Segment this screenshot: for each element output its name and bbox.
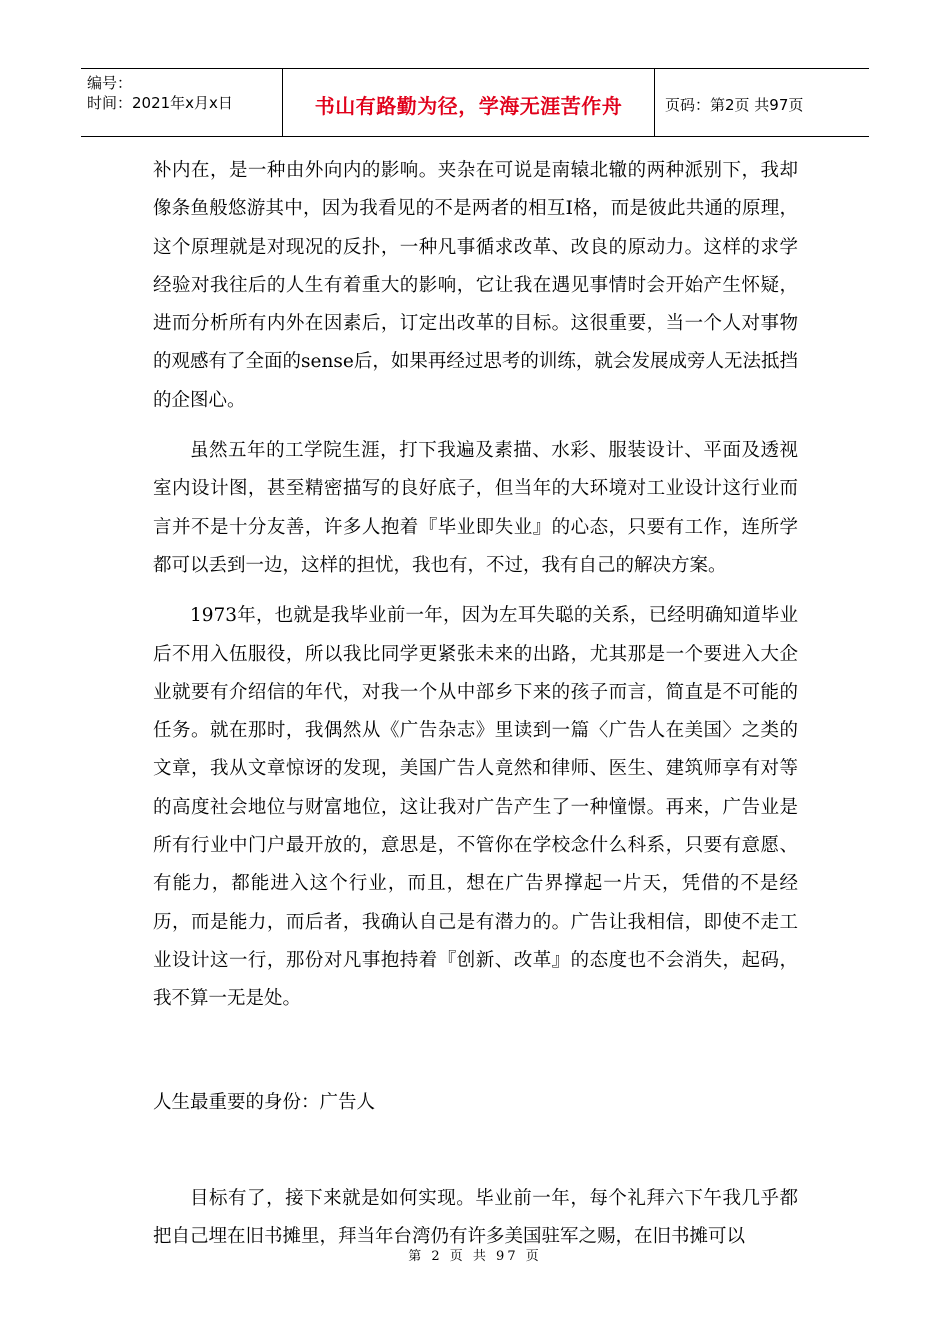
header-page-info-cell <box>655 69 869 136</box>
document-date: 时间：2021年x月x日 <box>87 94 233 112</box>
document-number-label: 编号： <box>87 74 133 92</box>
paragraph-1: 补内在，是一种由外向内的影响。夹杂在可说是南辕北辙的两种派别下，我却像条鱼般悠游其中，因为我看见的不是两者的相互I格，而是彼此共通的原理，这个原理就是对现况的反扑，一种凡事循求改革、改良的原动力。这样的求学经验对我往后的人生有着重大的影响，它让我在遇见事情时会开始产生怀疑，进而分析所有内外在因素后，订定出改革的目标。这很重要，当一个人对事物的观感有了全面的sense后，如果再经过思考的训练，就会发展成旁人无法抵挡的企图心。 <box>153 160 798 411</box>
page-footer: 第 2 页 共 97 页 <box>408 1249 542 1264</box>
document-body <box>153 152 798 1256</box>
header-meta <box>81 69 283 136</box>
header-motto-cell <box>283 69 655 136</box>
paragraph-3: 1973年，也就是我毕业前一年，因为左耳失聪的关系，已经明确知道毕业后不用入伍服役，所以我比同学更紧张未来的出路，尤其那是一个要进入大企业就要有介绍信的年代，对我一个从中部乡下来的孩子而言，简直是不可能的任务。就在那时，我偶然从《广告杂志》里读到一篇〈广告人在美国〉之类的文章，我从文章惊讶的发现，美国广告人竟然和律师、医生、建筑师享有对等的高度社会地位与财富地位，这让我对广告产生了一种憧憬。再来，广告业是所有行业中门户最开放的，意思是，不管你在学校念什么科系，只要有意愿、有能力，都能进入这个行业，而且，想在广告界撑起一片天，凭借的不是经历，而是能力，而后者，我确认自己是有潜力的。广告让我相信，即使不走工业设计这一行，那份对凡事抱持着『创新、改革』的态度也不会消失，起码，我不算一无是处。 <box>153 605 798 1010</box>
paragraph-4: 目标有了，接下来就是如何实现。毕业前一年，每个礼拜六下午我几乎都把自己埋在旧书摊里，拜当年台湾仍有许多美国驻军之赐，在旧书摊可以 <box>153 1187 798 1247</box>
page-header <box>81 68 869 137</box>
section-heading: 人生最重要的身份：广告人 <box>153 1091 376 1113</box>
paragraph-2: 虽然五年的工学院生涯，打下我遍及素描、水彩、服装设计、平面及透视室内设计图，甚至精密描写的良好底子，但当年的大环境对工业设计这行业而言并不是十分友善，许多人抱着『毕业即失业』的心态，只要有工作，连所学都可以丢到一边，这样的担忧，我也有，不过，我有自己的解决方案。 <box>153 440 798 576</box>
header-motto: 书山有路勤为径，学海无涯苦作舟 <box>314 94 623 118</box>
header-page-info: 页码：第2页 共97页 <box>665 96 804 114</box>
